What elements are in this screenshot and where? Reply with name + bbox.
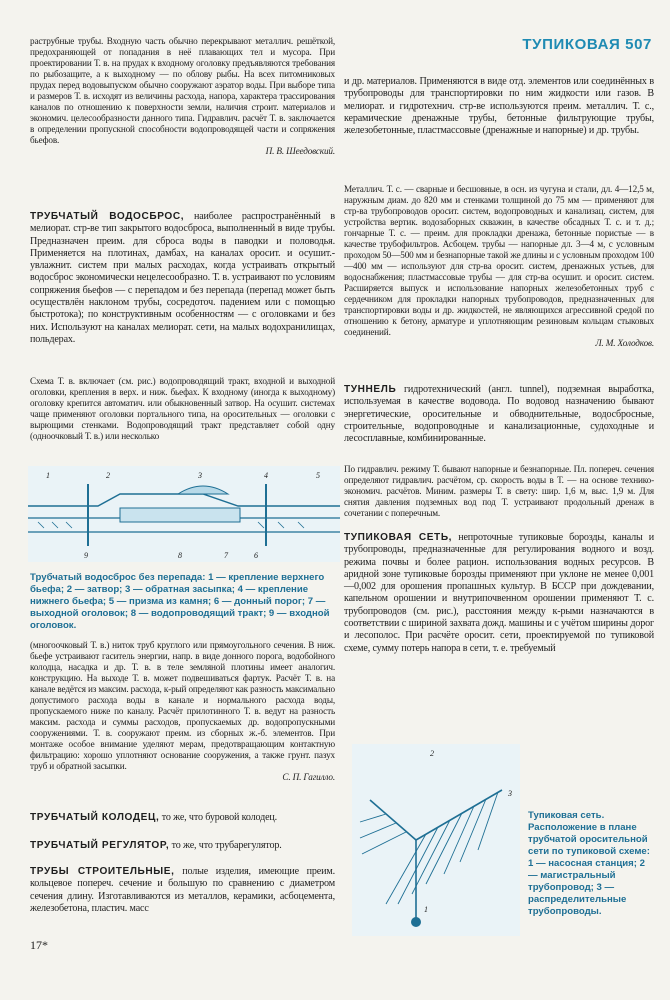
paragraph: то же, что трубарегулятор.: [171, 840, 282, 851]
svg-text:2: 2: [430, 749, 434, 758]
entry-heading: ТРУБЫ СТРОИТЕЛЬНЫЕ,: [30, 866, 175, 877]
entry-heading: ТРУБЧАТЫЙ РЕГУЛЯТОР,: [30, 840, 170, 851]
svg-text:8: 8: [178, 551, 182, 560]
spillway-figure: [28, 466, 340, 562]
figure-caption: Тупиковая сеть. Расположение в плане трубчатой оросительной сети по тупиковой схеме: 1 — насосная станция; 2 — магистральный трубопровод; 3 — распределительные трубопроводы.: [528, 810, 650, 917]
svg-text:2: 2: [106, 471, 110, 480]
svg-text:1: 1: [424, 905, 428, 914]
article-end-top: [30, 36, 335, 157]
dead-end-network-figure: [352, 744, 520, 936]
svg-text:4: 4: [264, 471, 268, 480]
page-folio: 17*: [30, 938, 48, 952]
svg-text:3: 3: [198, 471, 202, 480]
article-vodosbros: [30, 211, 335, 346]
entry-heading: ТРУБЧАТЫЙ КОЛОДЕЦ,: [30, 812, 160, 823]
paragraph: Схема Т. в. включает (см. рис.) водопроводящий тракт, входной и выходной оголовки, крепления в верх. и ниж. бьефах. К входному (иногда к выходному) оголовку крепится автоматич. или обыкновенный затвор. На осушит. системах чаще применяют оголовки портального типа, на оросительных — оголовки с вырющими стенками. Водопроводящий тракт представляет собой одну (одноочковый Т. в.) или несколько: [30, 376, 335, 441]
author-signature: П. В. Шеедовский.: [265, 146, 335, 156]
paragraph: непроточные тупиковые борозды, каналы и трубопроводы, предназначенные для регулирования водного и возд. режима почвы и более рацион. использования водных ресурсов. В аридной зоне тупиковые борозды применяют при уклоне не менее 0,001—0,002 для орошения пропашных культур. В БССР при дождевании, капельном орошении и внутрипочвенном орошении применяют Т. с. трубопроводов (см. рис.), расстояния между к-рыми назначаются в соответствии с шириной захвата дожд. машины и с учётом ширины дорог и лесополос. При расчёте оросит. сети, проектируемой по тупиковой схеме, сумму потерь напора в сети, т. е. требуемый: [344, 532, 654, 654]
entry-heading: ТУПИКОВАЯ СЕТЬ,: [344, 532, 453, 543]
figure-caption: Трубчатый водосброс без перепада: 1 — крепление верхнего бьефа; 2 — затвор; 3 — обратная засыпка; 4 — крепление нижнего бьефа; 5 — призма из камня; 6 — донный порог; 7 — выходной оголовок; 8 — водопроводящий тракт; 9 — входной оголовок.: [30, 572, 330, 631]
author-signature: Л. М. Холодков.: [595, 338, 654, 348]
paragraph: По гидравлич. режиму Т. бывают напорные и безнапорные. Пл. попереч. сечения определяют гидравлич. расчётом, ср. скорость воды в Т. — на основе технико-экономич. расчётов. Миним. размеры Т. в свету: шир. 1,6 м, выс. 1,9 м. Для снятия давления подземных вод под Т. устраивают продольный дренаж в сочетании с поперечным.: [344, 464, 654, 518]
svg-text:6: 6: [254, 551, 258, 560]
svg-text:1: 1: [46, 471, 50, 480]
author-signature: С. П. Гагилло.: [282, 772, 335, 782]
paragraph: бывают энергетические, оросительные и обводнительные, водосбросные, строительные, водопроводные и канализационные, судоходные и лесосплавные, комбинированные.: [344, 396, 654, 445]
paragraph: наиболее распространённый в мелиорат. стр-ве тип закрытого водосброса, выполненный в виде трубы. Предназначен преим. для сброса воды в паводки и половодья. Применяется на плотинах, дамбах, на каналах оросит. и осушит.-увлажнит. систем при малых расходах, когда устраивать открытый водосброс экономически нецелесообразно. Т. в. устраивают по условиям сопряжения бьефов — с перепадом и без перепада (перепад может быть осуществлён наклоном трубы, сосредоточ. падением или с помощью быстротока); по конструктивным особенностям — с оголовками и без них. Используют на каналах мелиорат. сети, на малых водохранилищах, польдерах.: [30, 211, 335, 345]
article-tunnel: [344, 384, 654, 445]
entry-heading: ТУННЕЛЬ: [344, 384, 397, 395]
paragraph: и др. материалов. Применяются в виде отд. элементов или соединённых в трубопроводы для транспортировки по ним жидкости или газов. В мелиорат. и гидротехнич. стр-ве используются преим. металлич. Т. с., керамические дренажные трубы, бетонные фильтрующие трубы, железобетонные, пластмассовые (дренажные и напорные) и др. трубы.: [344, 76, 654, 137]
article-tunnel-cont: [344, 464, 654, 519]
paragraph: полые изделия, имеющие преим. кольцевое попереч. сечение и большую по сравнению с диаметром сечения длину. Изготавливаются из металлов, керамики, асбоцемента, железобетона, пластич. масс: [30, 866, 335, 914]
svg-text:5: 5: [316, 471, 320, 480]
article-truby-metal: [344, 184, 654, 349]
article-truby: [30, 866, 335, 915]
paragraph: то же, что буровой колодец.: [161, 812, 278, 823]
article-regulator: [30, 840, 335, 852]
paragraph: Металлич. Т. с. — сварные и бесшовные, в осн. из чугуна и стали, дл. 4—12,5 м, наружным диам. до 820 мм и стенками толщиной до 75 мм — применяют для стр-ва трубопроводов оросит. систем, водопроводных и канализац. систем, для устройства вертик. водозаборных скважин, в качестве обсадных Т. с. и т. д.; гончарные Т. с. — преим. для прокладки дренажа, бетонные пористые — в качестве трубофильтров. Асбоцем. трубы — напорные дл. 3—4 м, с условным проходом 50—500 мм и безнапорные такой же длины и с условным проходом 100—400 мм — используют для стр-ва оросит. систем, дренажных устьев, для водоснабжения; пластмассовые трубы — для стр-ва осушит. и оросит. систем. Расширяется выпуск и использование напорных железобетонных труб с сердечником для прокладки напорных трубопроводов, предназначенных для транспортировки воды и др. жидкостей, не являющихся агрессивной средой по отношению к бетону, арматуре и уплотняющим резиновым кольцам стыковых соединений.: [344, 184, 654, 337]
paragraph: гидротехнический (англ. tunnel), подземная выработка, используемая в качестве водовода. По водовод назначению: [344, 384, 654, 408]
svg-text:7: 7: [224, 551, 228, 560]
svg-text:3: 3: [508, 789, 512, 798]
running-head: ТУПИКОВАЯ 507: [522, 36, 652, 53]
article-tupikovaya: [344, 532, 654, 655]
svg-text:9: 9: [84, 551, 88, 560]
article-vodosbros-cont: [30, 640, 335, 783]
article-kolodets: [30, 812, 335, 824]
paragraph: раструбные трубы. Входную часть обычно перекрывают металлич. решёткой, предохраняющей от попадания в неё плавающих тел и мусора. При проектировании Т. в. на прудах к входному оголовку предъявляются требования по рыбозащите, а к выходному — по облову рыбы. На всех питомниковых прудах перед водовыпуском обычно сооружают аэратор воды. При выборе типа и размеров Т. в. исходят из величины расхода, напора, характера трассирования каналов по отношению к поверхности земли, наличия строит. материалов и экономич. целесообразности данного типа. Гидравлич. расчёт Т. в. заключается в определении пропускной способности водопроводящей части и сопряжения бьефов.: [30, 36, 335, 145]
entry-heading: ТРУБЧАТЫЙ ВОДОСБРОС,: [30, 211, 185, 222]
article-vodosbros-scheme: [30, 376, 335, 442]
paragraph: (многоочковый Т. в.) ниток труб круглого или прямоугольного сечения. В ниж. бьефе устраивают гаситель энергии, напр. в виде донного порога, водобойного колодца, насадка и др. Т. в. в теле земляной плотины имеет аналогич. конструкцию. На выходе Т. в. может подвешиваться фартук. Расчёт Т. в. на канале ведётся из максим. расхода, к-рый определяют как разность максимально допустимого расхода воды в канале и нормального расхода воды, пропускаемого ниже по каналу. Расчёт прилотинного Т. в. ведут на разность максим. расхода и суммы расходов, пропускаемых др. водопропускными сооружениями. Т. в. сооружают преим. из сборных ж.-б. элементов. При монтаже особое внимание уделяют мерам, предотвращающим контактную фильтрацию: хорошо уплотняют основание сооружения, а также грунт. пазух труб и обратной засыпки.: [30, 640, 335, 771]
article-truby-cont: [344, 76, 654, 137]
